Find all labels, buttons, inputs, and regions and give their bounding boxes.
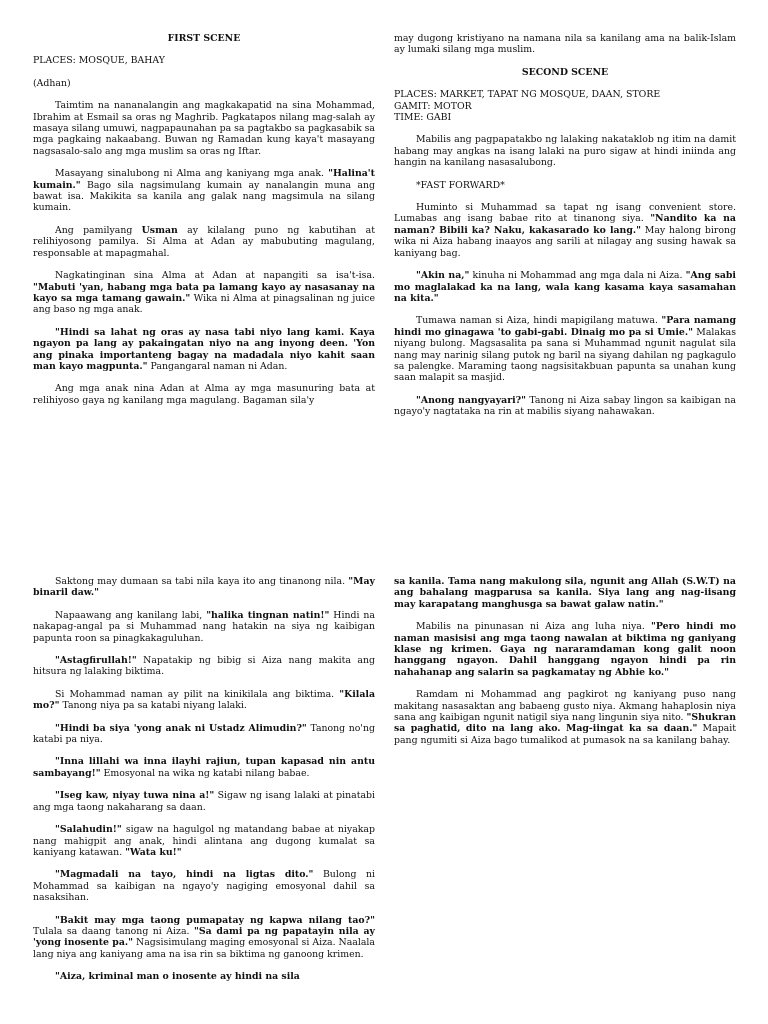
paragraph: Taimtim na nananalangin ang magkakapatid na sina Mohammad, Ibrahim at Esmail sa oras ng Maghrib. Pagkatapos nilang mag-salah ay masaya silang umuwi, nagpapaunahan pa sa pagtakbo sa pagkasabik sa mga pagkaing nakaabang. Buwan ng Ramadan kung kaya't masayang nagsasalo-salo ang mga muslim sa oras ng Iftar. (33, 100, 375, 157)
narration: sigaw na hagulgol ng matandang babae at niyakap nang mahigpit ang anak, hindi alintana ang dugong kumalat sa kaniyang katawan. (33, 824, 375, 858)
narration: kinuha ni Mohammad ang mga dala ni Aiza. (469, 270, 686, 282)
scene-heading: FIRST SCENE (167, 33, 241, 44)
paragraph (33, 270, 375, 316)
page-column-continued-left (33, 576, 375, 994)
narration: Mapait pang ngumiti si Aiza bago tumalikod at pumasok na sa kanilang bahay. (394, 723, 736, 746)
narration: Ang pamilyang (55, 224, 142, 236)
paragraph: Mabilis ang pagpapatakbo ng lalaking nakataklob ng itim na damit habang may angkas na isang lalaki na puro sigaw at hindi iniinda ang hangin na kanilang nasasalubong. (394, 134, 736, 169)
narration: Ramdam ni Mohammad ang pagkirot ng kaniyang puso nang makitang nasasaktan ang babaeng gusto niya. Akmang hahaplosin niya sana ang kaibigan ngunit natigil siya nang lingunin siya nito. (394, 689, 736, 724)
paragraph (33, 576, 375, 599)
paragraph (33, 756, 375, 779)
paragraph (33, 168, 375, 214)
narration: Napatakip ng bibig si Aiza nang makita ang hitsura ng lalaking biktima. (33, 655, 375, 678)
paragraph (394, 270, 736, 304)
dialogue: "Para namang hindi mo ginagawa 'to gabi-gabi. Dinaig mo pa si Umie." (394, 315, 736, 338)
narration: Sigaw ng isang lalaki at pinatabi ang mga taong nakaharang sa daan. (33, 790, 375, 813)
dialogue: "Salahudin!" (55, 824, 122, 836)
fast-forward-marker: *FAST FORWARD* (416, 179, 505, 191)
dialogue: sa kanila. Tama nang makulong sila, ngunit ang Allah (S.W.T) na ang bahalang magparusa sa kanila. Siya lang ang nag-iisang may karapatang manghusga sa bawat galaw natin." (394, 576, 736, 610)
paragraph: may dugong kristiyano na namana nila sa kanilang ama na balik-Islam ay lumaki silang mga muslim. (394, 33, 736, 56)
narration: Tumawa naman si Aiza, hindi mapigilang matuwa. (416, 315, 662, 327)
paragraph (33, 790, 375, 813)
narration: Tanong no'ng katabi pa niya. (33, 722, 375, 746)
dialogue: "Astagfirullah!" (55, 655, 137, 667)
gamit-line: GAMIT: MOTOR (394, 100, 472, 112)
paragraph (33, 869, 375, 903)
dialogue: "Pero hindi mo naman masisisi ang mga taong nawalan at biktima ng ganiyang klase ng krimen. Gaya ng nararamdaman kong galit noon hanggang ngayon. Dahil hanggang ngayon hindi pa rin nahahanap ang salarin sa pagkamatay ng Abhie ko." (394, 621, 736, 678)
paragraph (394, 395, 736, 418)
scene-heading: SECOND SCENE (521, 66, 609, 78)
family-name: Usman (141, 224, 178, 236)
page-column-continued-right (394, 576, 736, 757)
narration: Bago sila nagsimulang kumain ay nanalangin muna ang bawat isa. Makikita sa kanila ang galak nang magsimula na silang kumain. (33, 179, 375, 214)
paragraph: Ang mga anak nina Adan at Alma ay mga masunuring bata at relihiyoso gaya ng kanilang mga magulang. Bagaman sila'y (33, 383, 375, 406)
narration: Tulala sa daang tanong ni Aiza. (33, 925, 194, 937)
paragraph (33, 327, 375, 373)
dialogue: "Kilala mo?" (33, 688, 375, 712)
page-column-second-scene (394, 33, 736, 429)
paragraph (33, 225, 375, 259)
dialogue: "Aiza, kriminal man o inosente ay hindi na sila (55, 971, 300, 983)
narration: Si Mohammad naman ay pilit na kinikilala ang biktima. (55, 688, 340, 700)
page-column-first-scene (33, 33, 375, 417)
dialogue: "Hindi ba siya 'yong anak ni Ustadz Alimudin?" (55, 722, 307, 734)
dialogue: "Magmadali na tayo, hindi na ligtas dito." (55, 869, 314, 881)
paragraph (394, 315, 736, 383)
paragraph (33, 723, 375, 746)
dialogue: "Akin na," (416, 270, 470, 282)
narration: Mabilis na pinunasan ni Aiza ang luha niya. (416, 621, 652, 633)
paragraph (394, 689, 736, 746)
paragraph (33, 824, 375, 858)
narration: ay kilalang puno ng kabutihan at relihiyosong pamilya. Si Alma at Adan ay mabubuting magulang, responsable at mapagmahal. (33, 224, 375, 259)
dialogue: "May binaril daw." (33, 576, 375, 599)
narration: Hindi na nakapag-angal pa si Muhammad nang hatakin na siya ng kaibigan papunta roon sa pinagkakaguluhan. (33, 609, 375, 644)
dialogue: "Nandito ka na naman? Bibili ka? Naku, kakasarado ko lang." (394, 213, 736, 236)
narration: Huminto si Muhammad sa tapat ng isang convenient store. Lumabas ang isang babae rito at tinanong siya. (394, 202, 736, 225)
narration: Tanong ni Aiza sabay lingon sa kaibigan na ngayo'y nagtataka na rin at mabilis siyang nahawakan. (394, 394, 736, 418)
narration: Tanong niya pa sa katabi niyang lalaki. (59, 700, 247, 712)
paragraph (33, 610, 375, 644)
dialogue: "Hindi sa lahat ng oras ay nasa tabi niyo lang kami. Kaya ngayon pa lang ay pakaingatan niyo na ang inyong deen. 'Yon ang pinaka importanteng bagay na madadala niyo kahit saan man kayo magpunta." (33, 326, 375, 372)
adhan-line: (Adhan) (33, 77, 71, 89)
narration: Napaawang ang kanilang labi, (55, 609, 207, 621)
paragraph-cut-off (33, 971, 375, 982)
time-line: TIME: GABI (394, 112, 452, 124)
dialogue: "Iseg kaw, niyay tuwa nina a!" (55, 790, 215, 802)
paragraph (394, 202, 736, 259)
dialogue: "Halina't kumain." (33, 168, 375, 191)
dialogue: "halika tingnan natin!" (206, 609, 330, 621)
paragraph (33, 915, 375, 961)
paragraph (33, 655, 375, 678)
dialogue: "Inna lillahi wa inna ilayhi rajiun, tupan kapasad nin antu sambayang!" (33, 756, 375, 779)
narration: Masayang sinalubong ni Alma ang kaniyang mga anak. (55, 168, 325, 180)
dialogue: "Shukran sa paghatid, dito na lang ako. Mag-iingat ka sa daan." (394, 712, 736, 735)
places-line: PLACES: MARKET, TAPAT NG MOSQUE, DAAN, STORE (394, 89, 661, 101)
narration: Saktong may dumaan sa tabi nila kaya ito ang tinanong nila. (55, 576, 349, 587)
narration: Emosyonal na wika ng katabi nilang babae. (100, 767, 310, 779)
paragraph (33, 689, 375, 712)
narration: Wika ni Alma at pinagsalinan ng juice ang baso ng mga anak. (33, 292, 375, 316)
dialogue: "Ang sabi mo maglalakad ka na lang, wala kang kasama kaya sasamahan na kita." (394, 270, 736, 304)
paragraph (394, 621, 736, 678)
narration: Malakas niyang bulong. Magsasalita pa sana si Muhammad ngunit nagulat sila nang may narinig silang putok ng baril na siyang dahilan ng pagkagulo sa palengke. Maraming taong nagsisitakbuan papunta sa unahan kung saan malapit sa masjid. (394, 326, 736, 384)
dialogue: "Mabuti 'yan, habang mga bata pa lamang kayo ay nasasanay na kayo sa mga tamang gawain." (33, 281, 375, 304)
places-line: PLACES: MOSQUE, BAHAY (33, 55, 165, 67)
dialogue: "Anong nangyayari?" (416, 394, 527, 406)
paragraph (394, 576, 736, 610)
dialogue: "Sa dami pa ng papatayin nila ay 'yong inosente pa." (33, 925, 375, 949)
narration: Bulong ni Mohammad sa kaibigan na ngayo'y nagiging emosyonal dahil sa nasaksihan. (33, 869, 375, 904)
narration: Nagkatinginan sina Alma at Adan at napangiti sa isa't-isa. (55, 270, 375, 282)
narration: Nagsisimulang maging emosyonal si Aiza. Naalala lang niya ang kaniyang ama na isa rin sa biktima ng ganoong krimen. (33, 937, 375, 960)
dialogue: "Wata ku!" (125, 846, 182, 858)
dialogue: "Bakit may mga taong pumapatay ng kapwa nilang tao?" (55, 914, 375, 926)
narration: May halong birong wika ni Aiza habang inaayos ang sarili at nilagay ang susing hawak sa kaniyang bag. (394, 224, 736, 259)
scene-info (394, 89, 736, 123)
narration: Pangangaral naman ni Adan. (147, 360, 288, 372)
